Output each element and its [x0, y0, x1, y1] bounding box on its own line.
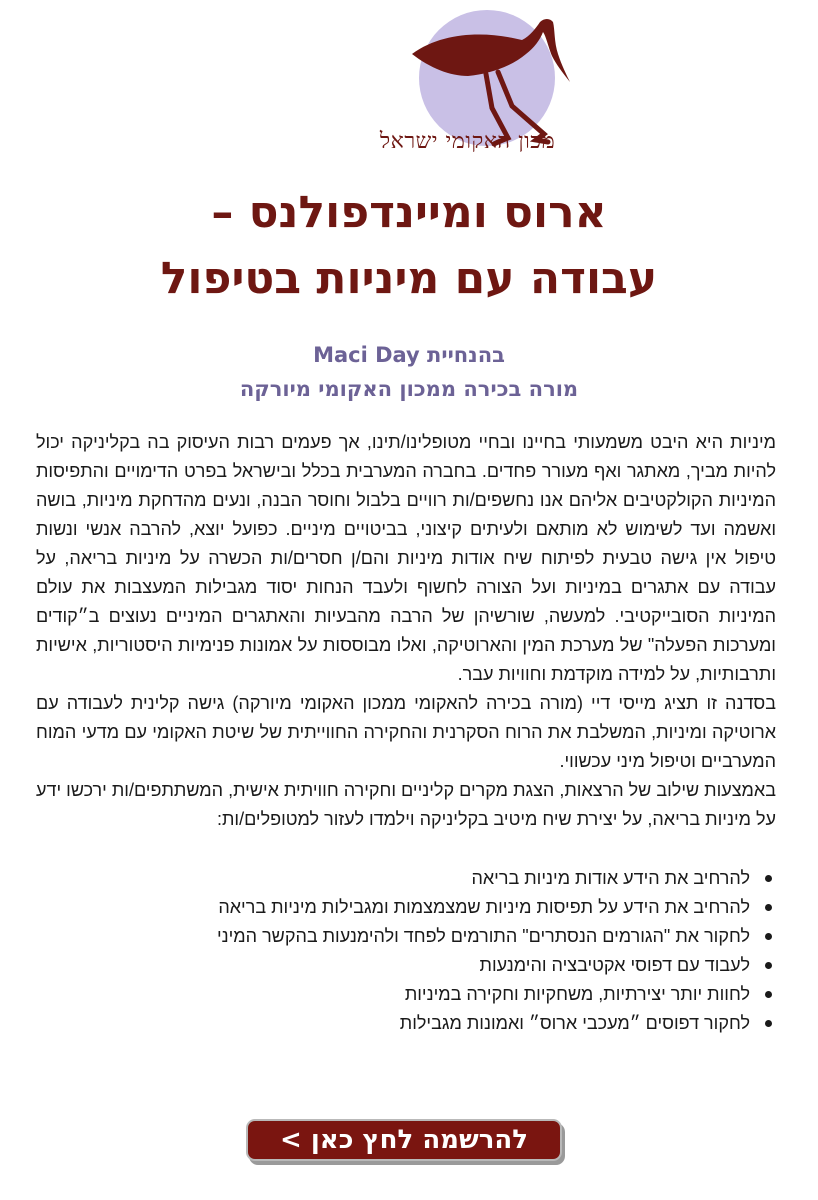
bullet-icon [765, 933, 772, 940]
logo-text: מכון האקומי ישראל [379, 129, 556, 154]
workshop-description [36, 428, 776, 834]
list-item: לחקור דפוסים ״מעכבי ארוס״ ואמונות מגבילות [36, 1009, 750, 1038]
presenter-role: מורה בכירה ממכון האקומי מיורקה [239, 377, 579, 401]
list-item: לחקור את "הגורמים הנסתרים" התורמים לפחד ולהימנעות בהקשר המיני [36, 922, 750, 951]
presenter-name: בהנחיית Maci Day [313, 343, 505, 367]
learning-goals-list [36, 864, 776, 1038]
list-item: לעבוד עם דפוסי אקטיבציה והימנעות [36, 951, 750, 980]
description-paragraph-2: בסדנה זו תציג מייסי דיי (מורה בכירה להאקומי ממכון האקומי מיורקה) גישה קלינית לעבודה עם ארוטיקה ומיניות, המשלבת את הרוח הסקרנית והחקירה החווייתית של שיטת האקומי עם מדעי המוח המערביים וטיפול מיני עכשווי. [36, 693, 776, 771]
bullet-icon [765, 875, 772, 882]
page-title [60, 180, 758, 312]
bullet-icon [765, 1020, 772, 1027]
title-line-1: ארוס ומיינדפולנס – [211, 187, 607, 238]
hakomi-israel-logo [240, 10, 570, 160]
list-item: לחוות יותר יצירתיות, משחקיות וחקירה במיניות [36, 980, 750, 1009]
bullet-icon [765, 904, 772, 911]
list-item: להרחיב את הידע אודות מיניות בריאה [36, 864, 750, 893]
register-button[interactable]: להרשמה לחץ כאן > [246, 1119, 562, 1161]
bullet-icon [765, 991, 772, 998]
list-item: להרחיב את הידע על תפיסות מיניות שמצמצמות ומגבילות מיניות בריאה [36, 893, 750, 922]
presenter-info [100, 338, 718, 406]
bullet-icon [765, 962, 772, 969]
description-paragraph-1: מיניות היא היבט משמעותי בחיינו ובחיי מטופלינו/תינו, אך פעמים רבות העיסוק בה בקליניקה יכול להיות מביך, מאתגר ואף מעורר פחדים. בחברה המערבית בכלל ובישראל בפרט הדימויים והתפיסות המיניות הקולקטיבים אליהם אנו נחשפים/ות רוויים בלבול וחוסר הבנה, ונעים מהדחקת מיניות, בושה ואשמה ועד לשימוש לא מותאם ולעיתים קיצוני, בביטויים מיניים. כפועל יוצא, להרבה אנשי ונשות טיפול אין גישה טבעית לפיתוח שיח אודות מיניות והם/ן חסרים/ות הכשרה על מיניות בריאה, על עבודה עם אתגרים במיניות ועל הצורה לחשוף ולעבד הנחות יסוד מגבילות המעצבות את עולם המיניות הסובייקטיבי. למעשה, שורשיהן של הרבה מהבעיות והאתגרים המיניים נעוצים ב״קודים ומערכות הפעלה" של מערכת המין והארוטיקה, ואלו מבוססות על אמונות פנימיות היסטוריות, אישיות ותרבותיות, על למידה מוקדמת וחוויות עבר. [36, 432, 776, 684]
description-paragraph-3: באמצעות שילוב של הרצאות, הצגת מקרים קליניים וחקירה חוויתית אישית, המשתתפים/ות ירכשו ידע על מיניות בריאה, על יצירת שיח מיטיב בקליניקה וילמדו לעזור למטופלים/ות: [36, 780, 776, 829]
title-line-2: עבודה עם מיניות בטיפול [160, 253, 658, 304]
